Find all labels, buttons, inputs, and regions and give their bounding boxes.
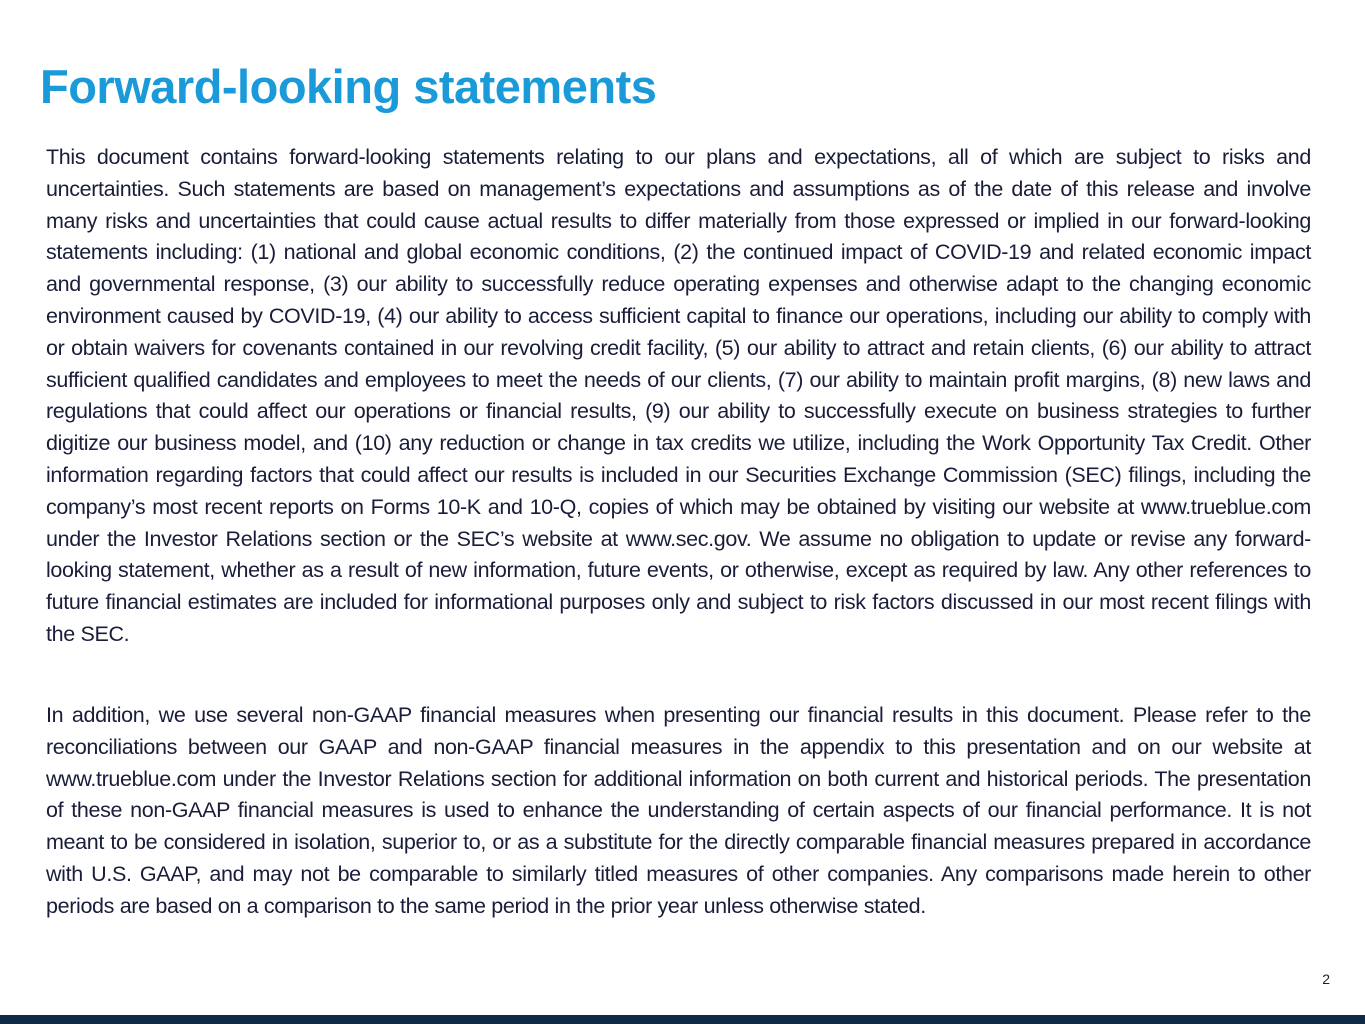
page-number: 2	[1322, 971, 1330, 987]
page-title: Forward-looking statements	[40, 60, 657, 113]
forward-looking-paragraph: This document contains forward-looking statements relating to our plans and expectations, all of which are subject to risks and uncertainties. Such statements are based on management’s expectations and assumptions as of the date of this release and involve many risks and uncertainties that could cause actual results to differ materially from those expressed or implied in our forward-looking statements including: (1) national and global economic conditions, (2) the continued impact of COVID-19 and related economic impact and governmental response, (3) our ability to successfully reduce operating expenses and otherwise adapt to the changing economic environment caused by COVID-19, (4) our ability to access sufficient capital to finance our operations, including our ability to comply with or obtain waivers for covenants contained in our revolving credit facility, (5) our ability to attract and retain clients, (6) our ability to attract sufficient qualified candidates and employees to meet the needs of our clients, (7) our ability to maintain profit margins, (8) new laws and regulations that could affect our operations or financial results, (9) our ability to successfully execute on business strategies to further digitize our business model, and (10) any reduction or change in tax credits we utilize, including the Work Opportunity Tax Credit. Other information regarding factors that could affect our results is included in our Securities Exchange Commission (SEC) filings, including the company’s most recent reports on Forms 10-K and 10-Q, copies of which may be obtained by visiting our website at www.trueblue.com under the Investor Relations section or the SEC’s website at www.sec.gov. We assume no obligation to update or revise any forward-looking statement, whether as a result of new information, future events, or otherwise, except as required by law. Any other references to future financial estimates are included for informational purposes only and subject to risk factors discussed in our most recent filings with the SEC.	[46, 145, 1311, 646]
footer-bar	[0, 1015, 1365, 1024]
non-gaap-paragraph: In addition, we use several non-GAAP financial measures when presenting our financial results in this document. Please refer to the reconciliations between our GAAP and non-GAAP financial measures in the appendix to this presentation and on our website at www.trueblue.com under the Investor Relations section for additional information on both current and historical periods. The presentation of these non-GAAP financial measures is used to enhance the understanding of certain aspects of our financial performance. It is not meant to be considered in isolation, superior to, or as a substitute for the directly comparable financial measures prepared in accordance with U.S. GAAP, and may not be comparable to similarly titled measures of other companies. Any comparisons made herein to other periods are based on a comparison to the same period in the prior year unless otherwise stated.	[46, 703, 1311, 918]
